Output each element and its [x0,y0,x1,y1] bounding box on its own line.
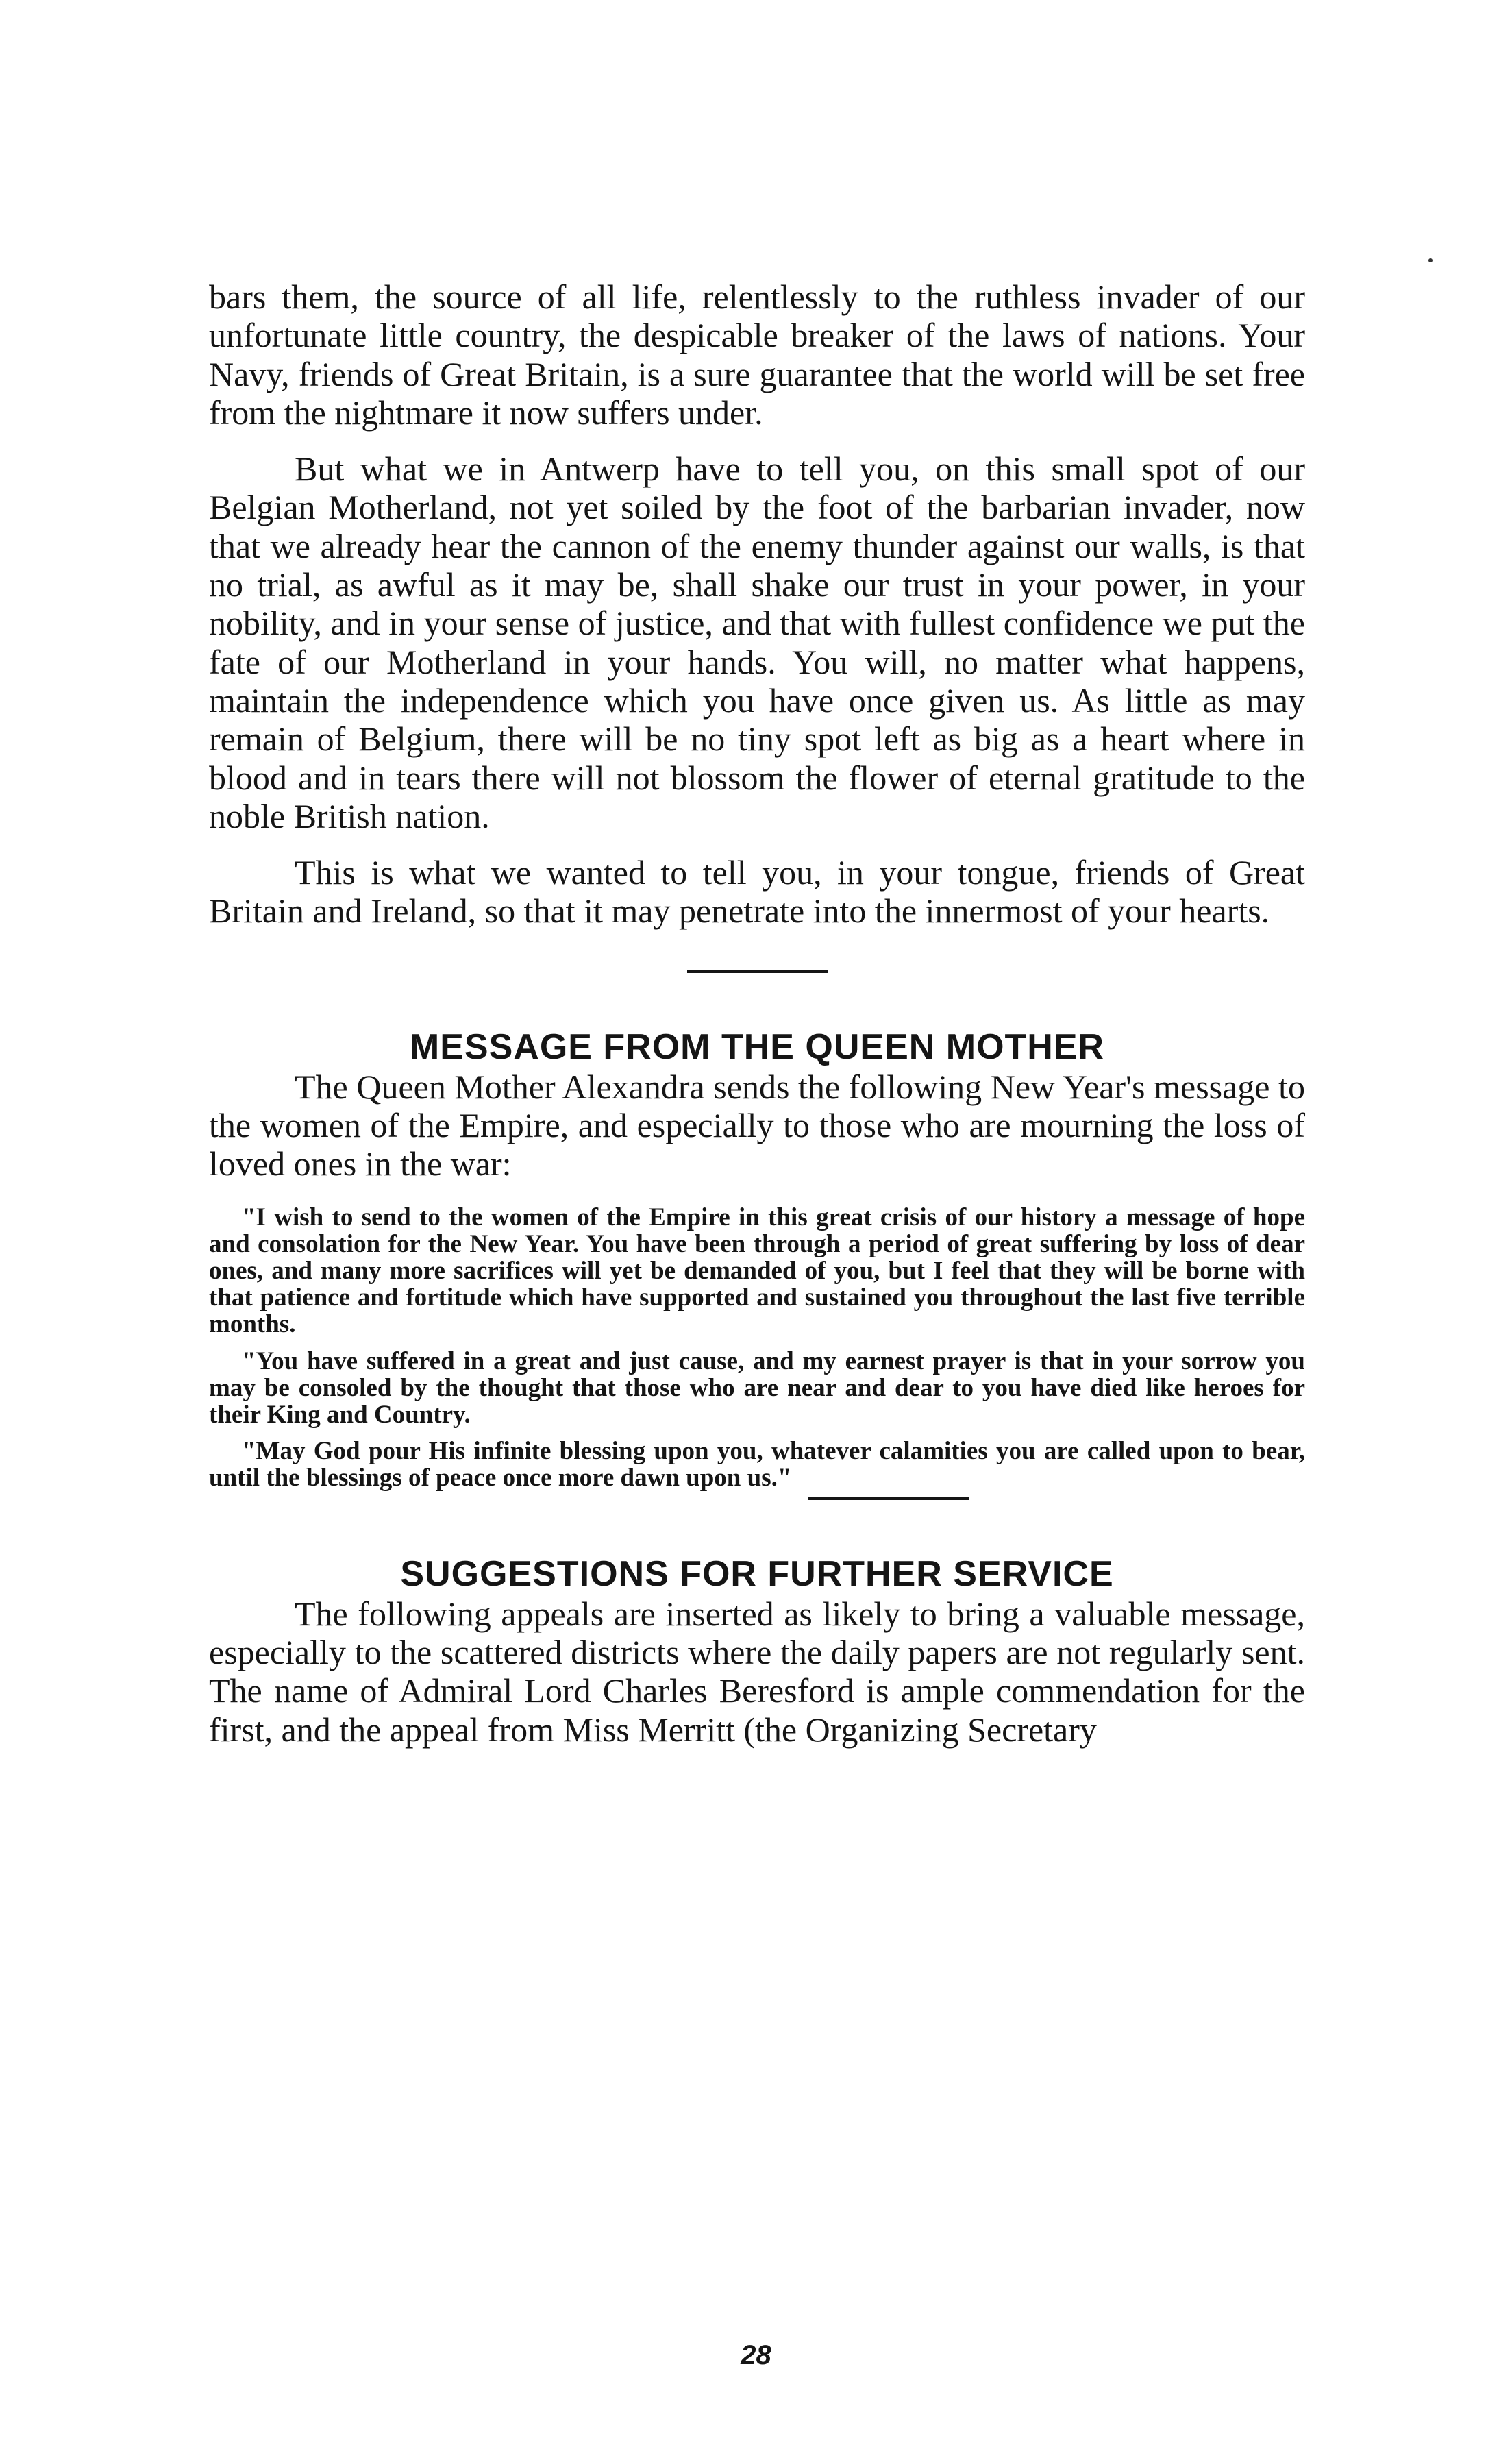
page-number: 28 [741,2340,771,2370]
queen-mother-intro: The Queen Mother Alexandra sends the following New Year's message to the women of the Empire, and especially to those who are mourning the loss of loved ones in the war: [209,1067,1305,1183]
intro-paragraph-3: This is what we wanted to tell you, in your tongue, friends of Great Britain and Ireland, so that it may penetrate into the innermost of your hearts. [209,853,1305,931]
queen-quote-paragraph-2: "You have suffered in a great and just cause, and my earnest prayer is that in your sorrow you may be consoled by the thought that those who are near and dear to you have died like heroes for their King and Country. [209,1347,1305,1429]
section-divider [808,1497,969,1500]
ink-speck [1428,258,1433,262]
page-body [209,278,1305,1749]
intro-paragraph-2: But what we in Antwerp have to tell you, on this small spot of our Belgian Motherland, not yet soiled by the foot of the barbarian invader, now that we already hear the cannon of the enemy thunder against our walls, is that no trial, as awful as it may be, shall shake our trust in your power, in your nobility, and in your sense of justice, and that with fullest confidence we put the fate of our Motherland in your hands. You will, no matter what happens, maintain the independence which you have once given us. As little as may remain of Belgium, there will be no tiny spot left as big as a heart where in blood and in tears there will not blossom the flower of eternal gratitude to the noble British nation. [209,450,1305,835]
further-service-paragraph: The following appeals are inserted as likely to bring a valuable message, especially to the scattered districts where the daily papers are not regularly sent. The name of Admiral Lord Charles Beresford is ample commendation for the first, and the appeal from Miss Merritt (the Organizing Secretary [209,1594,1305,1749]
section-divider [687,970,828,973]
queen-quote-paragraph-1: "I wish to send to the women of the Empire in this great crisis of our history a message of hope and consolation for the New Year. You have been through a period of great suffering by loss of dear ones, and many more sacrifices will yet be demanded of you, but I feel that they will be borne with that patience and fortitude which have supported and sustained you throughout the last five terrible months. [209,1203,1305,1339]
intro-paragraph-1: bars them, the source of all life, relentlessly to the ruthless invader of our unfortunate little country, the despicable breaker of the laws of nations. Your Navy, friends of Great Britain, is a sure guarantee that the world will be set free from the nightmare it now suffers under. [209,278,1305,432]
queen-mother-heading: MESSAGE FROM THE QUEEN MOTHER [409,1027,1105,1067]
further-service-heading: SUGGESTIONS FOR FURTHER SERVICE [400,1553,1114,1594]
queen-quote-paragraph-3: "May God pour His infinite blessing upon you, whatever calamities you are called upon to bear, until the blessings of peace once more dawn upon us." [209,1437,1305,1492]
